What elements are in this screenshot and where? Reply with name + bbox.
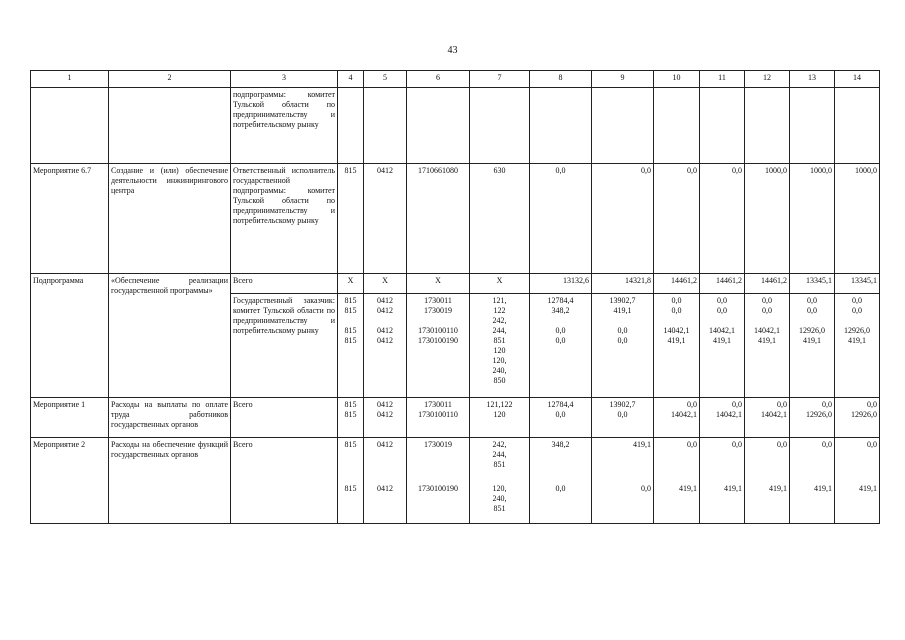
table-cell: [470, 294, 530, 398]
table-row: [31, 88, 880, 164]
table-cell: 0,0: [654, 438, 700, 482]
table-cell: [530, 398, 592, 438]
cell-lines: 0412 0412: [377, 400, 393, 419]
table-cell: 348,2: [530, 438, 592, 482]
table-cell: X: [364, 274, 407, 294]
header-cell: 2: [109, 71, 231, 88]
table-cell: 0412: [364, 438, 407, 482]
table-cell: 14461,2: [745, 274, 790, 294]
table-cell: 0,0: [530, 482, 592, 524]
header-cell: 7: [470, 71, 530, 88]
table-cell: 815: [338, 438, 364, 482]
table-cell: [338, 88, 364, 164]
table-cell: Ответственный исполнитель государственной подпрограммы: комитет Тульской области по предпринимательству и потребительскому рынку: [231, 164, 338, 274]
cell-lines: 815 815 815 815: [344, 296, 357, 345]
table-cell: 0,0: [700, 438, 745, 482]
table-cell: 1000,0: [790, 164, 835, 274]
table-cell: 0412: [364, 164, 407, 274]
table-cell: 1730100190: [407, 482, 470, 524]
table-cell: 419,1: [654, 482, 700, 524]
cell-lines: 12784,4 348,2 0,0 0,0: [547, 296, 574, 345]
table-cell: 419,1: [700, 482, 745, 524]
header-cell: 12: [745, 71, 790, 88]
table-cell: [407, 294, 470, 398]
header-cell: 11: [700, 71, 745, 88]
table-cell: [407, 88, 470, 164]
table-cell: [364, 294, 407, 398]
table-cell: Всего: [231, 398, 338, 438]
header-cell: 1: [31, 71, 109, 88]
table-cell: Расходы на обеспечение функций государственных органов: [109, 438, 231, 524]
table-cell: [338, 398, 364, 438]
table-cell: [745, 88, 790, 164]
table-cell: 0,0: [592, 164, 654, 274]
table-cell: [654, 294, 700, 398]
table-cell: 1000,0: [835, 164, 880, 274]
table-cell: 0,0: [592, 482, 654, 524]
table-cell: 14461,2: [700, 274, 745, 294]
header-cell: 8: [530, 71, 592, 88]
table-cell: 815: [338, 482, 364, 524]
table-cell: X: [407, 274, 470, 294]
header-cell: 10: [654, 71, 700, 88]
table-cell: [745, 398, 790, 438]
table-cell: [364, 398, 407, 438]
cell-lines: 121, 122 242, 244, 851 120 120, 240, 850: [492, 296, 507, 385]
table-cell: [835, 88, 880, 164]
header-cell: 9: [592, 71, 654, 88]
table-row: [31, 164, 880, 274]
table-cell: [530, 88, 592, 164]
cell-lines: 13902,7 0,0: [609, 400, 636, 419]
table-cell: [470, 438, 530, 482]
header-cell: 3: [231, 71, 338, 88]
table-cell: [745, 294, 790, 398]
cell-lines: 0,0 14042,1: [716, 400, 742, 419]
table-cell: Мероприятие 6.7: [31, 164, 109, 274]
table-cell: [592, 294, 654, 398]
table-cell: 0,0: [654, 164, 700, 274]
table-cell: 419,1: [592, 438, 654, 482]
table-cell: [790, 398, 835, 438]
table-cell: 815: [338, 164, 364, 274]
table-cell: Всего: [231, 438, 338, 524]
table-cell: 13345,1: [835, 274, 880, 294]
table-cell: Мероприятие 1: [31, 398, 109, 438]
table-cell: Всего: [231, 274, 338, 294]
cell-lines: 1730011 1730019 1730100110 1730100190: [418, 296, 458, 345]
table-cell: [700, 398, 745, 438]
table-cell: Государственный заказчик: комитет Тульской области по предпринимательству и потребительскому рынку: [231, 294, 338, 398]
table-cell: 13345,1: [790, 274, 835, 294]
table-cell: [592, 398, 654, 438]
table-cell: 0412: [364, 482, 407, 524]
table-cell: [700, 88, 745, 164]
table-cell: 630: [470, 164, 530, 274]
header-cell: 13: [790, 71, 835, 88]
table-cell: [470, 398, 530, 438]
table-cell: 0,0: [835, 438, 880, 482]
cell-lines: 0,0 12926,0: [851, 400, 877, 419]
table-cell: [364, 88, 407, 164]
table-cell: 1730019: [407, 438, 470, 482]
cell-lines: 0,0 0,0 14042,1 419,1: [709, 296, 735, 345]
table-cell: X: [338, 274, 364, 294]
table-cell: 419,1: [835, 482, 880, 524]
header-cell: 5: [364, 71, 407, 88]
page-number: 43: [447, 45, 458, 56]
table-cell: 419,1: [745, 482, 790, 524]
table-row: [31, 398, 880, 438]
table-cell: 419,1: [790, 482, 835, 524]
table-cell: [109, 88, 231, 164]
cell-lines: 13902,7 419,1 0,0 0,0: [609, 296, 636, 345]
table-cell: [654, 398, 700, 438]
table-cell: [31, 88, 109, 164]
table-cell: [654, 88, 700, 164]
cell-lines: 0,0 14042,1: [671, 400, 697, 419]
table-cell: 0,0: [745, 438, 790, 482]
table-cell: [700, 294, 745, 398]
cell-lines: 12784,4 0,0: [547, 400, 574, 419]
table-cell: 14461,2: [654, 274, 700, 294]
table-cell: [530, 294, 592, 398]
table-row: [31, 274, 880, 294]
cell-lines: 121,122 120: [486, 400, 513, 419]
cell-lines: 0,0 14042,1: [761, 400, 787, 419]
table-cell: Создание и (или) обеспечение деятельности инжинирингового центра: [109, 164, 231, 274]
header-cell: 6: [407, 71, 470, 88]
table-cell: [470, 482, 530, 524]
table-cell: Расходы на выплаты по оплате труда работников государственных органов: [109, 398, 231, 438]
table-cell: [338, 294, 364, 398]
table-cell: 0,0: [790, 438, 835, 482]
table-cell: [470, 88, 530, 164]
table-cell: X: [470, 274, 530, 294]
cell-lines: 0,0 0,0 14042,1 419,1: [754, 296, 780, 345]
table-cell: [592, 88, 654, 164]
header-cell: 14: [835, 71, 880, 88]
table-cell: [407, 398, 470, 438]
table-row: [31, 438, 880, 482]
table-cell: [790, 88, 835, 164]
table-cell: [790, 294, 835, 398]
header-cell: 4: [338, 71, 364, 88]
cell-lines: 0,0 0,0 12926,0 419,1: [799, 296, 825, 345]
cell-lines: 120, 240, 851: [492, 483, 507, 513]
cell-lines: 0412 0412 0412 0412: [377, 296, 393, 345]
cell-lines: 0,0 0,0 14042,1 419,1: [663, 296, 690, 345]
table-cell: [835, 398, 880, 438]
budget-table: [30, 70, 880, 524]
table-cell: 0,0: [700, 164, 745, 274]
table-cell: подпрограммы: комитет Тульской области по предпринимательству и потребительскому рынку: [231, 88, 338, 164]
table-cell: 1000,0: [745, 164, 790, 274]
cell-lines: 1730011 1730100110: [418, 400, 458, 419]
cell-lines: 0,0 0,0 12926,0 419,1: [844, 296, 870, 345]
table-cell: 13132,6: [530, 274, 592, 294]
table-cell: «Обеспечение реализации государственной программы»: [109, 274, 231, 398]
cell-lines: 0,0 12926,0: [806, 400, 832, 419]
table-cell: 1710661080: [407, 164, 470, 274]
table-cell: Подпрограмма: [31, 274, 109, 398]
table-cell: 14321,8: [592, 274, 654, 294]
table-cell: Мероприятие 2: [31, 438, 109, 524]
table-cell: 0,0: [530, 164, 592, 274]
cell-lines: 242, 244, 851: [492, 440, 507, 469]
table-cell: [835, 294, 880, 398]
cell-lines: 815 815: [344, 400, 357, 419]
header-row: [31, 71, 880, 88]
